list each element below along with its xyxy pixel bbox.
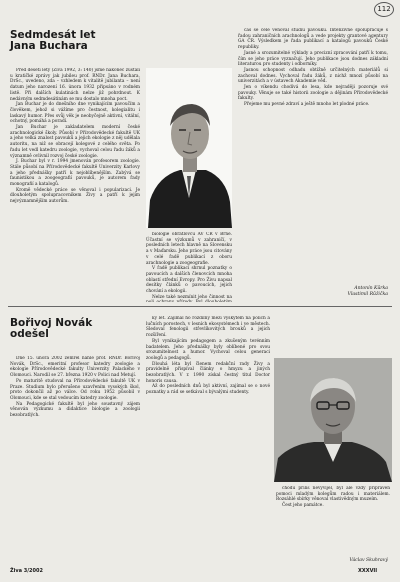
paragraph: Před deseti lety (Živa 1992, 3: 140) jsme nakonec zůstali u kratičké zprávy jak jubileu prof. RNDr. Jana Buchara, DrSc., uvedeno, zda – vzhledem k vitalitě jubilanta – není datum jeho narození 16. února 1932 připsáno v rodném listě. Při dalších kulatinách nelze již pohrdnout. K nedávným sedmdesátinám se mu dostalo mnoha poct. — [10, 68, 140, 102]
paragraph: Čest jeho památce. — [282, 503, 324, 509]
paragraph: chodu příliš nevyvíjel, byl ale vždy připraven pomoci mladým kolegům radou i materiálem. Rozsáhlé sbírky věnoval vlastivědným muzeím. — [276, 486, 390, 503]
article2-column-3 — [276, 486, 390, 556]
paragraph: Jan Buchar je do dnešního dne vynikajícím pavoučím a člověkem, jehož si vážíme pro čestnost, kolegialitu i laskavý humor. Přes svůj věk je neobyčejně aktivní, vitální, ochotný, pomáhá a poradí. — [10, 102, 140, 125]
article2-column-2 — [146, 316, 270, 562]
paragraph: J. Buchar byl v r. 1994 jmenován profesorem zoologie. Stále působí na Přírodovědecké fakultě Univerzity Karlovy a jeho přednášky patří k nejoblíbenějším. Zabývá se faunistikou a zoogeografií pavouků, je autorem řady monografií a katalogů. — [10, 159, 140, 188]
article2-title — [10, 318, 92, 340]
article1-authors — [300, 286, 388, 298]
paragraph: Jasné a srozumitelné výklady a precizní zpracování patří k tomu, čím se jeho práce vyznačují. Jeho publikace jsou dodnes základní literaturou pro studenty i odborníky. — [238, 50, 388, 68]
article1-column-2 — [146, 232, 232, 302]
paragraph: Po maturitě studoval na Přírodovědecké fakultě UK v Praze. Studium bylo přerušeno uzavřením vysokých škol, proto dokončil až po válce. Od roku 1952 působil v Olomouci, kde se stal vedoucím katedry zoologie. — [10, 378, 140, 401]
portrait-photo — [274, 358, 392, 482]
article2-author: Václav Skuhravý — [349, 558, 388, 563]
portrait-borivoj-novak — [274, 358, 392, 482]
footer-issue: Živa 3/2002 — [10, 568, 43, 574]
paragraph: Jasnou schopnost odhadu obtížně určitelných materiálů si zachoval dodnes. Vychoval řadu žáků, z nichž mnozí působí na univerzitách a v ústavech Akademie věd. — [238, 67, 388, 85]
paragraph: Kromě vědecké práce se věnoval i popularizaci. Je dlouholetým spolupracovníkem Živy a patří k jejím nejvýznamnějším autorům. — [10, 187, 140, 205]
footer-page-number: XXXVII — [358, 568, 378, 574]
article1-title-line2: Jana Buchara — [10, 40, 88, 52]
page-number-badge: 112 — [374, 2, 394, 17]
paragraph: Na Pedagogické fakultě byl jeho soustavný zájem věnován výzkumu a didaktice biologie a zoologii bezobratlých. — [10, 401, 140, 419]
article1-title — [10, 30, 96, 52]
article1-title-line1: Sedmdesát let — [10, 29, 96, 41]
paragraph: biologie obratlovců AV ČR v Brně. Účastní se výzkumů v zahraničí, v posledních letech hlavně na Slovensku a v Maďarsku. Jeho práce jsou citovány v celé řadě publikací z oboru arachnologie a zoogeografie. — [146, 232, 232, 266]
author-name: Antonín Kůrka — [354, 286, 388, 291]
author-name: Vlastimil Růžička — [347, 292, 388, 297]
article1-column-1 — [10, 68, 140, 302]
article-divider — [8, 306, 392, 307]
paragraph: Nelze také nezmínit jeho činnost na — [152, 294, 232, 300]
article2-title-line1: Bořivoj Novák — [10, 317, 93, 329]
paragraph: Dlouhá léta byl členem redakční rady Živy a pravidelně přispíval články o hmyzu a jiných bezobratlých. V r. 1990 získal čestný titul Doctor honoris causa. — [146, 361, 270, 384]
paragraph: Jen o víkendu chodívá do lesa, kde nejraději pozoruje své pavouky. Věnuje se také historii zoologie a dějinám Přírodovědecké fakulty. — [238, 85, 388, 102]
portrait-photo — [146, 68, 232, 228]
article2-column-1 — [10, 356, 140, 562]
paragraph: Dne 15. února 2002 zemřel náhle prof. RNDr. Bořivoj Novák, DrSc., emeritní profesor katedry zoologie a ekologie Přírodovědecké fakulty Univerzity Palackého v Olomouci. Narodil se 27. března 1920 v Polici nad Metují. — [10, 356, 140, 379]
paragraph: V řadě publikací shrnul poznatky o pavoucích a dalších členovcích mnoha oblastí střední Evropy. Pro Živu napsal desítky článků o pavoucích, jejich chování a ekologii. — [146, 266, 232, 295]
paragraph: Přejeme mu pevné zdraví a ještě mnoho let plodné práce. — [244, 102, 370, 108]
portrait-jan-buchar — [146, 68, 232, 228]
paragraph: čas se cele věnoval studiu pavouků. Intenzivně spolupracuje s řadou zahraničních arachnologů a vede projekty grantové agentury GA ČR. Výsledkem je řada publikací a katalogů pavouků České republiky. — [238, 28, 388, 51]
article2-title-line2: odešel — [10, 328, 49, 340]
paragraph: ky let. Zajímal ho rozdílný mezi výskytem na polích a lučních porostech, v lesních ekosystémech i ve městech. Sledoval fenologii střevlíkovitých brouků a jejich rozšíření. — [146, 316, 270, 339]
paragraph: Byl vynikajícím pedagogem a zkušeným terénním badatelem. Jeho přednášky byly oblíbené pro svou srozumitelnost a humor. Vychoval celou generaci zoologů a pedagogů. — [146, 338, 270, 361]
article1-column-3 — [238, 28, 388, 282]
paragraph: Až do posledních dnů byl aktivní, zajímal se o nové poznatky a rád se setkával s bývalými studenty. — [146, 384, 270, 396]
paragraph: Jan Buchar je zakladatelem moderní české arachnologické školy. Působí v Přírodovědecké fakultě UK a jeho velká znalost pavouků a jejich ekologie z něj udělala autoritu, na niž se obracejí kolegové z celého světa. Po řadu let vedl katedru zoologie, vychoval celou řadu žáků a významně ovlivnil rozvoj české zoologie. — [10, 125, 140, 159]
